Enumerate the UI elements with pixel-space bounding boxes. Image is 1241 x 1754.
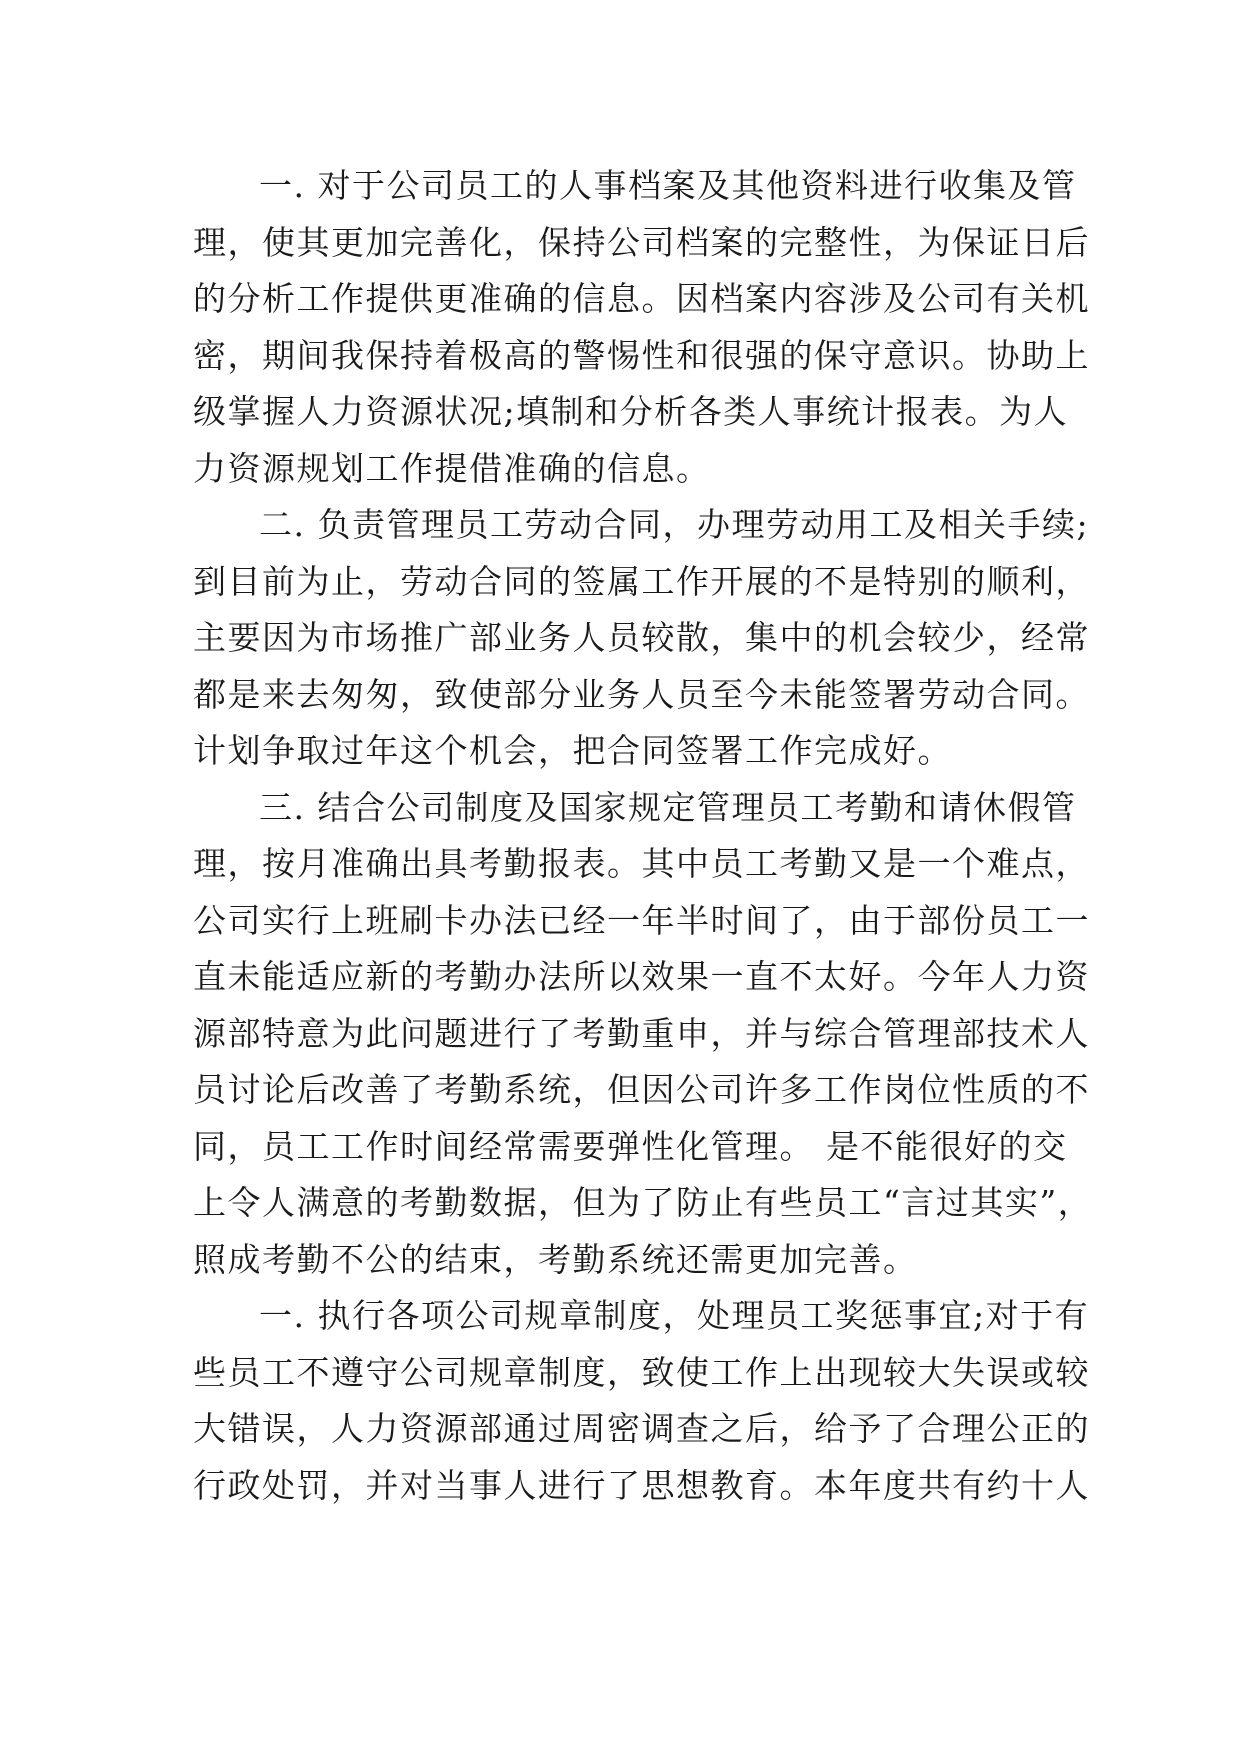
paragraph-labor-contracts <box>193 497 1090 780</box>
text-line: 级掌握人力资源状况;填制和分析各类人事统计报表。为人 <box>193 392 1069 431</box>
paragraph-attendance <box>193 780 1093 1289</box>
text-line: 密，期间我保持着极高的警惕性和很强的保守意识。协助上 <box>193 335 1090 375</box>
text-line: 力资源规划工作提借准确的信息。 <box>193 448 711 488</box>
paragraph-personnel-files <box>193 158 1090 497</box>
text-line: 一. 执行各项公司规章制度，处理员工奖惩事宜;对于有 <box>259 1296 1090 1335</box>
text-line: 计划争取过年这个机会，把合同签署工作完成好。 <box>193 731 952 770</box>
text-line: 的分析工作提供更准确的信息。因档案内容涉及公司有关机 <box>193 279 1090 318</box>
text-line: 些员工不遵守公司规章制度，致使工作上出现较大失误或较 <box>193 1352 1090 1392</box>
text-line: 大错误，人力资源部通过周密调查之后，给予了合理公正的 <box>193 1409 1090 1448</box>
text-line: 直未能适应新的考勤办法所以效果一直不太好。今年人力资 <box>193 957 1090 996</box>
paragraph-rules-discipline <box>193 1288 1090 1514</box>
text-line: 同，员工工作时间经常需要弹性化管理。 是不能很好的交 <box>193 1126 1068 1166</box>
text-line: 理，按月准确出具考勤报表。其中员工考勤又是一个难点， <box>193 844 1090 883</box>
text-line: 照成考勤不公的结束，考勤系统还需更加完善。 <box>193 1239 918 1279</box>
text-line: 行政处罚，并对当事人进行了思想教育。本年度共有约十人 <box>193 1465 1090 1505</box>
text-line: 一. 对于公司员工的人事档案及其他资料进行收集及管 <box>259 166 1077 205</box>
text-line: 都是来去匆匆，致使部分业务人员至今未能签署劳动合同。 <box>193 674 1090 714</box>
text-line: 二. 负责管理员工劳动合同，办理劳动用工及相关手续; <box>259 505 1090 544</box>
text-line: 上令人满意的考勤数据，但为了防止有些员工“言过其实”， <box>193 1183 1093 1222</box>
text-line: 员讨论后改善了考勤系统，但因公司许多工作岗位性质的不 <box>193 1070 1090 1109</box>
text-line: 理，使其更加完善化，保持公司档案的完整性，为保证日后 <box>193 222 1090 262</box>
document-body <box>193 158 1093 1514</box>
text-line: 主要因为市场推广部业务人员较散，集中的机会较少，经常 <box>193 618 1090 657</box>
text-line: 三. 结合公司制度及国家规定管理员工考勤和请休假管 <box>259 787 1077 827</box>
text-line: 源部特意为此问题进行了考勤重申，并与综合管理部技术人 <box>193 1013 1090 1053</box>
text-line: 到目前为止，劳动合同的签属工作开展的不是特别的顺利， <box>193 561 1090 601</box>
text-line: 公司实行上班刷卡办法已经一年半时间了，由于部份员工一 <box>193 900 1090 940</box>
